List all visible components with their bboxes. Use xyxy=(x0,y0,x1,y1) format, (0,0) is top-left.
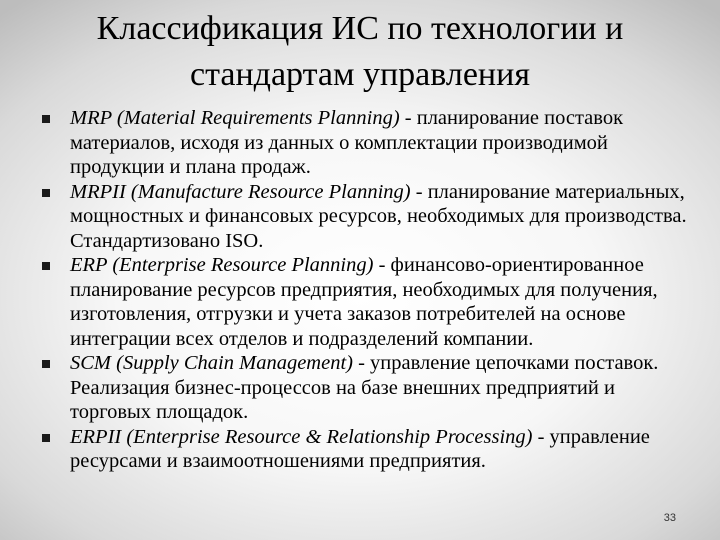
square-bullet-icon xyxy=(42,189,50,197)
bullet-term: ERP (Enterprise Resource Planning) xyxy=(70,254,374,276)
square-bullet-icon xyxy=(42,434,50,442)
bullet-term: SCM (Supply Chain Management) xyxy=(70,352,353,374)
bullet-list xyxy=(40,106,700,474)
bullet-text: - планирование поставок материалов, исходя из данных о комплектации производимой продукции и плана продаж. xyxy=(70,107,624,178)
bullet-text: - финансово-ориентированное планирование ресурсов предприятия, необходимых для получения, изготовления, отгрузки и учета заказов потребителей на основе интеграции всех отделов и подразделений компании. xyxy=(70,254,658,350)
square-bullet-icon xyxy=(42,115,50,123)
bullet-text: - управление ресурсами и взаимоотношениями предприятия. xyxy=(70,425,650,472)
bullet-term: MRP (Material Requirements Planning) xyxy=(70,107,400,129)
bullet-text: - планирование материальных, мощностных и финансовых ресурсов, необходимых для производства. Стандартизовано ISO. xyxy=(70,180,687,252)
bullet-item-mrp xyxy=(40,106,700,180)
bullet-term: MRPII (Manufacture Resource Planning) xyxy=(70,180,411,203)
square-bullet-icon xyxy=(42,262,50,270)
bullet-text: - управление цепочками поставок. Реализация бизнес-процессов на базе внешних предприятий и торговых площадок. xyxy=(70,352,659,423)
square-bullet-icon xyxy=(42,360,50,368)
bullet-item-scm xyxy=(40,351,700,425)
bullet-item-erpii xyxy=(40,425,700,474)
bullet-item-erp xyxy=(40,253,700,351)
slide-title: Классификация ИС по технологии и стандартам управления xyxy=(96,10,624,93)
bullet-term: ERPII (Enterprise Resource & Relationship Processing) xyxy=(70,425,533,448)
slide-number: 33 xyxy=(663,512,676,524)
bullet-item-mrpii xyxy=(40,180,700,254)
